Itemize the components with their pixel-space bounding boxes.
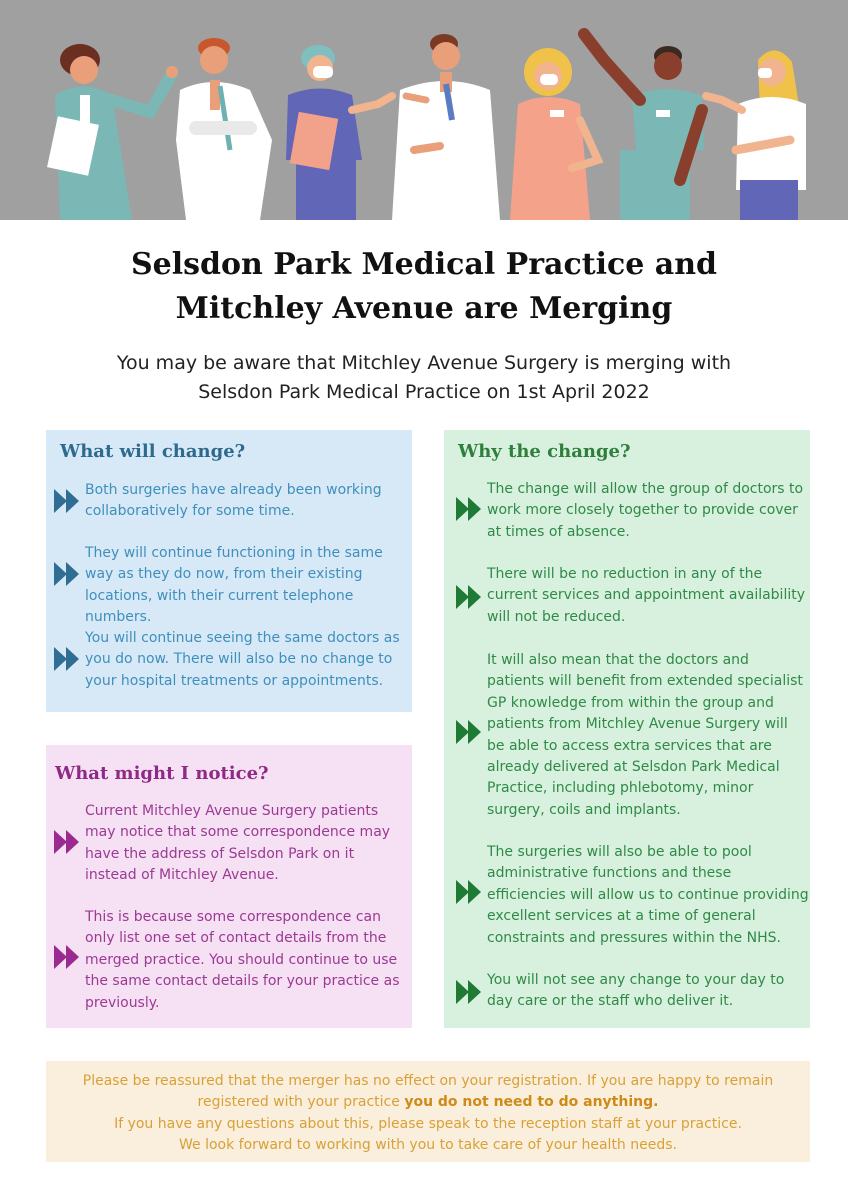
- what-will-change-item-1: Both surgeries have already been working collaboratively for some time.: [85, 482, 382, 520]
- title-line-1: Selsdon Park Medical Practice and: [130, 247, 718, 282]
- staff-figure-7: [706, 50, 806, 220]
- what-might-i-notice-item-1: Current Mitchley Avenue Surgery patients may notice that some correspondence may have the address of Selsdon Park on it instead of Mitchley Avenue.: [85, 803, 391, 884]
- what-might-i-notice-heading: What might I notice?: [55, 763, 269, 784]
- nurse-figure-3: [286, 45, 392, 220]
- double-arrow-icon: [54, 647, 80, 671]
- what-will-change-item-2: They will continue functioning in the same way as they do now, from their existing locations, with their current telephone numbers.: [85, 545, 383, 626]
- what-might-i-notice-panel: [46, 745, 412, 1028]
- nurse-figure-1: [47, 44, 178, 220]
- footer-line-1-bold: you do not need to do anything.: [404, 1094, 659, 1111]
- why-the-change-heading: Why the change?: [458, 441, 631, 462]
- subtitle-line-2: Selsdon Park Medical Practice on 1st April 2022: [198, 381, 650, 403]
- double-arrow-icon: [456, 497, 482, 521]
- reassurance-footer: [46, 1061, 810, 1162]
- footer-line-1-text: Please be reassured that the merger has no effect on your registration. If you are happy to remain registered with your practice: [82, 1073, 774, 1111]
- double-arrow-icon: [54, 945, 80, 969]
- double-arrow-icon: [54, 830, 80, 854]
- title-line-2: Mitchley Avenue are Merging: [175, 291, 673, 326]
- why-the-change-item-5: You will not see any change to your day to day care or the staff who deliver it.: [487, 972, 785, 1010]
- double-arrow-icon: [54, 562, 80, 586]
- double-arrow-icon: [456, 980, 482, 1004]
- subtitle-line-1: You may be aware that Mitchley Avenue Surgery is merging with: [116, 352, 732, 374]
- footer-line-2: If you have any questions about this, please speak to the reception staff at your practice.: [114, 1115, 742, 1132]
- double-arrow-icon: [456, 585, 482, 609]
- why-the-change-item-4: The surgeries will also be able to pool administrative functions and these efficiencies will allow us to continue providing excellent services at a time of general constraints and pressures within the NHS.: [487, 844, 809, 946]
- double-arrow-icon: [54, 489, 80, 513]
- why-the-change-item-1: The change will allow the group of doctors to work more closely together to provide cover at times of absence.: [487, 481, 804, 540]
- what-will-change-panel: [46, 430, 412, 712]
- why-the-change-item-3: It will also mean that the doctors and patients will benefit from extended specialist GP knowledge from within the group and patients from Mitchley Avenue Surgery will be able to access extra services that are already delivered at Selsdon Park Medical Practice, including phlebotomy, minor surgery, coils and implants.: [487, 652, 803, 818]
- page-title: [0, 243, 848, 331]
- what-will-change-heading: What will change?: [60, 441, 246, 462]
- doctor-figure-2: [176, 38, 272, 220]
- footer-line-3: We look forward to working with you to take care of your health needs.: [178, 1137, 677, 1154]
- what-might-i-notice-item-2: This is because some correspondence can only list one set of contact details from the merged practice. You should continue to use the same contact details for your practice as previously.: [85, 909, 400, 1011]
- why-the-change-panel: [444, 430, 810, 1028]
- what-will-change-item-3: You will continue seeing the same doctors as you do now. There will also be no change to your hospital treatments or appointments.: [85, 630, 400, 689]
- footer-line-1: [46, 1071, 810, 1114]
- doctor-figure-4: [392, 34, 500, 220]
- medical-staff-illustration: [0, 0, 848, 220]
- header-illustration-banner: [0, 0, 848, 220]
- why-the-change-item-2: There will be no reduction in any of the current services and appointment availability will not be reduced.: [487, 566, 806, 625]
- staff-figure-6: [584, 34, 704, 220]
- double-arrow-icon: [456, 720, 482, 744]
- page-subtitle: [0, 349, 848, 407]
- nurse-figure-5: [510, 48, 598, 220]
- double-arrow-icon: [456, 880, 482, 904]
